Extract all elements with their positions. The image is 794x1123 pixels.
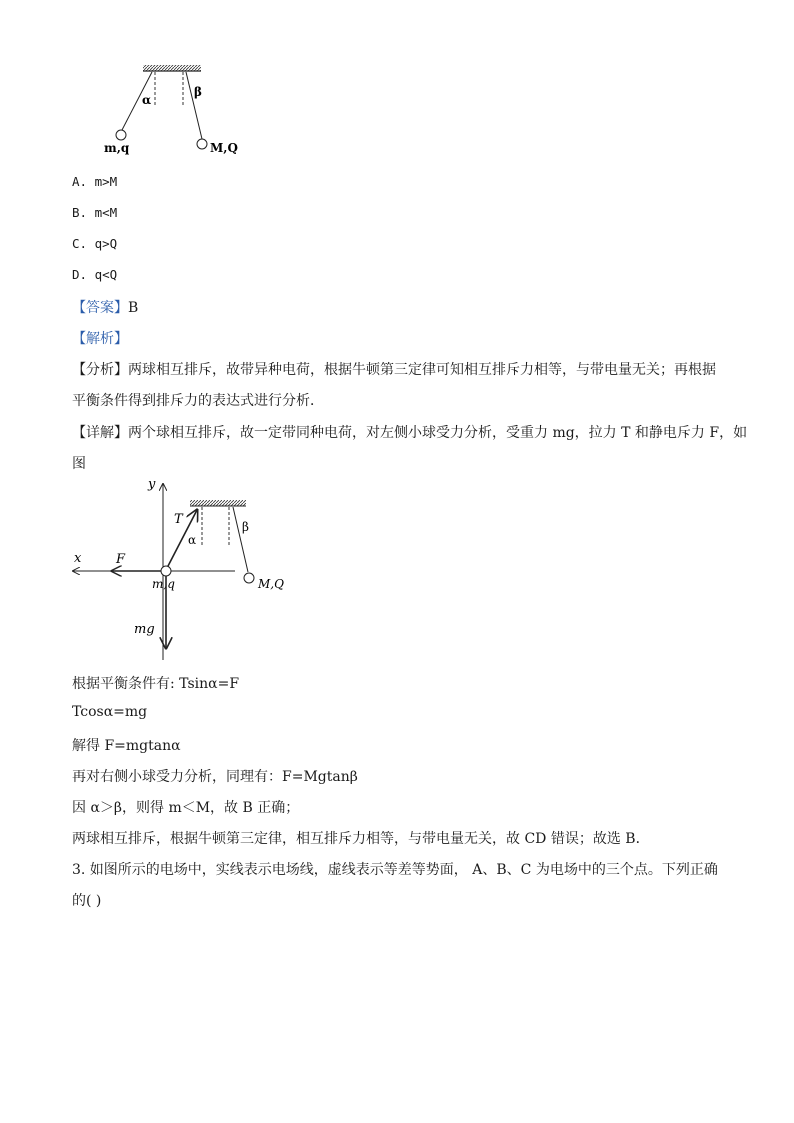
fenxi-line-1 bbox=[72, 359, 716, 379]
answer-tag: 【答案】 bbox=[72, 300, 128, 316]
option-c: C. q>Q bbox=[72, 236, 118, 251]
ball-left bbox=[116, 130, 126, 140]
equation-4: 再对右侧小球受力分析，同理有：F=Mgtanβ bbox=[72, 769, 358, 785]
force-f-label: F bbox=[116, 552, 126, 567]
answer-value: B bbox=[128, 300, 139, 316]
xiangjie-line-2: 图 bbox=[72, 456, 86, 472]
fenxi-tag: 【分析】 bbox=[72, 362, 128, 378]
string-right bbox=[186, 72, 202, 139]
equation-6: 两球相互排斥，根据牛顿第三定律，相互排斥力相等，与带电量无关，故 CD 错误；故选 B． bbox=[72, 831, 650, 847]
ceiling-hatch bbox=[143, 65, 201, 71]
right-ball-label: M,Q bbox=[210, 141, 238, 155]
ball-left-2 bbox=[161, 566, 171, 576]
ceiling-hatch-2 bbox=[190, 500, 246, 506]
figure-pendulums bbox=[0, 55, 794, 215]
option-d: D. q<Q bbox=[72, 267, 118, 282]
fenxi-text-1: 两球相互排斥，故带异种电荷，根据牛顿第三定律可知相互排斥力相等，与带电量无关；再根据 bbox=[128, 362, 716, 378]
ball-right-2 bbox=[244, 573, 254, 583]
beta-label: β bbox=[194, 85, 202, 99]
equation-3: 解得 F=mgtanα bbox=[72, 738, 181, 754]
left-ball-label: m,q bbox=[104, 141, 130, 155]
beta-label-2: β bbox=[242, 520, 249, 534]
equation-1: 根据平衡条件有: Tsinα=F bbox=[72, 676, 240, 692]
equation-2: Tcosα=mg bbox=[72, 704, 148, 720]
x-axis-label: x bbox=[74, 551, 82, 566]
option-a: A. m>M bbox=[72, 174, 118, 189]
string-right-2 bbox=[233, 507, 248, 572]
left-ball-label-2: m,q bbox=[152, 577, 175, 591]
alpha-label-2: α bbox=[188, 533, 197, 547]
fenxi-line-2: 平衡条件得到排斥力的表达式进行分析． bbox=[72, 393, 324, 409]
question-3-line-1: 3. 如图所示的电场中，实线表示电场线，虚线表示等差等势面， A、B、C 为电场中的三个点。下列正确 bbox=[72, 862, 718, 878]
alpha-label: α bbox=[142, 93, 152, 107]
right-ball-label-2: M,Q bbox=[258, 577, 284, 591]
tension-t-label: T bbox=[174, 512, 183, 527]
equation-5: 因 α＞β，则得 m＜M，故 B 正确； bbox=[72, 800, 300, 816]
analysis-heading: 【解析】 bbox=[72, 331, 128, 347]
option-b: B. m<M bbox=[72, 205, 118, 220]
question-3-line-2: 的( ) bbox=[72, 893, 102, 909]
xiangjie-line-1 bbox=[72, 422, 747, 442]
gravity-label: mg bbox=[134, 622, 155, 637]
ball-right bbox=[197, 139, 207, 149]
xiangjie-text-1: 两个球相互排斥，故一定带同种电荷，对左侧小球受力分析，受重力 mg，拉力 T 和静电斥力 F，如 bbox=[128, 425, 748, 441]
answer-line bbox=[72, 297, 138, 317]
xiangjie-tag: 【详解】 bbox=[72, 425, 128, 441]
figure-force-diagram bbox=[0, 470, 794, 660]
y-axis-label: y bbox=[148, 477, 156, 492]
